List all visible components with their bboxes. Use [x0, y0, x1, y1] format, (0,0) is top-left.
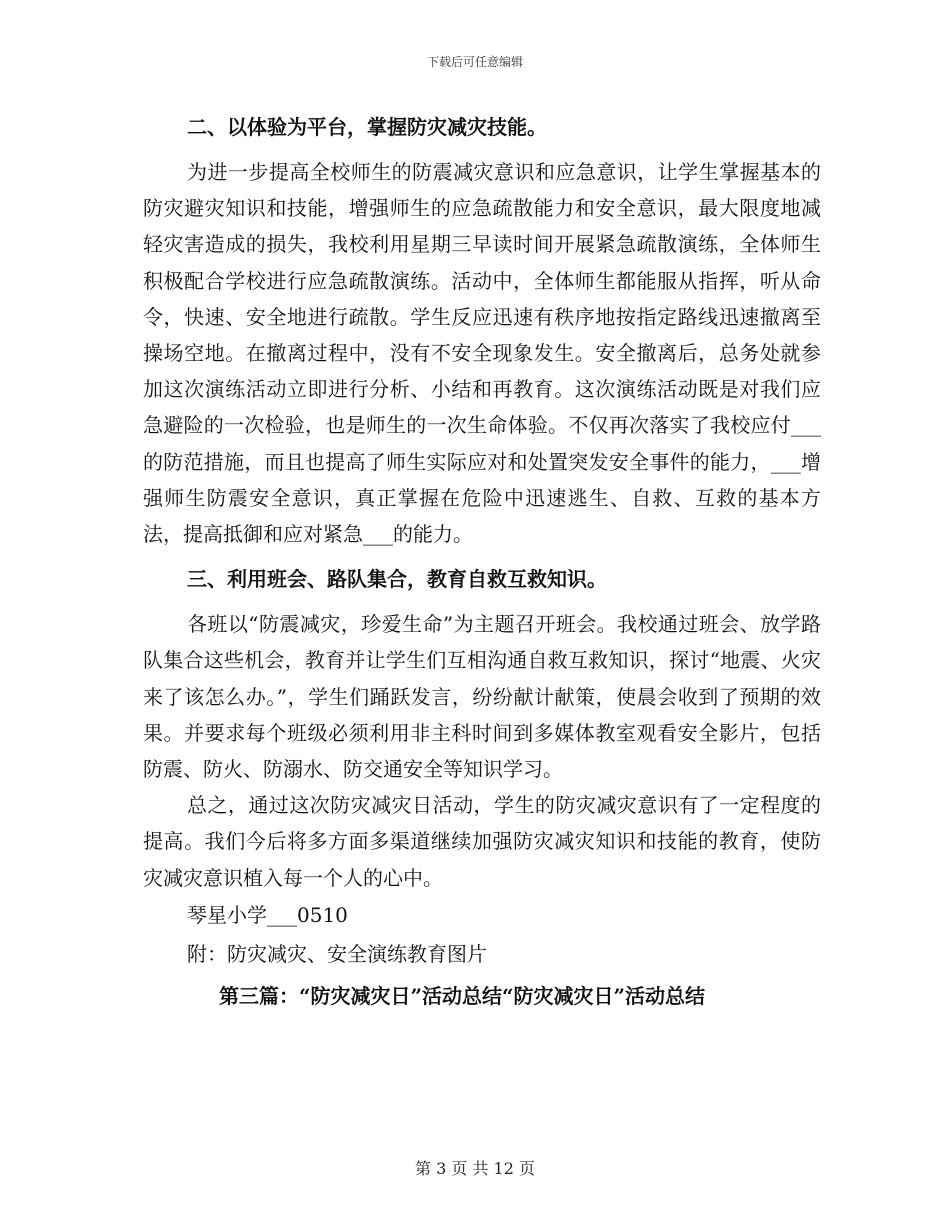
part-three-title: 第三篇：“防灾减灾日”活动总结“防灾减灾日”活动总结	[219, 983, 706, 1008]
section-heading-2: 二、以体验为平台，掌握防灾减灾技能。	[187, 115, 547, 139]
page-footer: 第 3 页 共 12 页	[415, 1159, 535, 1178]
signature-line: 琴星小学___0510	[187, 902, 348, 927]
section-paragraph-2: 为进一步提高全校师生的防震减灾意识和应急意识，让学生掌握基本的防灾避灾知识和技能，增强师生的应急疏散能力和安全意识，最大限度地减轻灾害造成的损失，我校利用星期三早读时间开展紧急疏散演练，全体师生积极配合学校进行应急疏散演练。活动中，全体师生都能服从指挥，听从命令，快速、安全地进行疏散。学生反应迅速有秩序地按指定路线迅速撤离至操场空地。在撤离过程中，没有不安全现象发生。安全撤离后，总务处就参加这次演练活动立即进行分析、小结和再教育。这次演练活动既是对我们应急避险的一次检验，也是师生的一次生命体验。不仅再次落实了我校应付___的防范措施，而且也提高了师生实际应对和处置突发安全事件的能力，___增强师生防震安全意识，真正掌握在危险中迅速逃生、自救、互救的基本方法，提高抵御和应对紧急___的能力。	[143, 160, 821, 547]
page-header: 下载后可任意编辑	[426, 55, 523, 69]
document-body	[143, 100, 821, 1018]
attachment-line: 附：防灾减灾、安全演练教育图片	[187, 941, 487, 966]
section-heading-3: 三、利用班会、路队集合，教育自救互救知识。	[187, 567, 607, 592]
summary-paragraph: 总之，通过这次防灾减灾日活动，学生的防灾减灾意识有了一定程度的提高。我们今后将多方面多渠道继续加强防灾减灾知识和技能的教育，使防灾减灾意识植入每一个人的心中。	[143, 793, 821, 890]
section-paragraph-3: 各班以“防震减灾，珍爱生命”为主题召开班会。我校通过班会、放学路队集合这些机会，教育并让学生们互相沟通自救互救知识，探讨“地震、火灾来了该怎么办。”，学生们踊跃发言，纷纷献计献策，使晨会收到了预期的效果。并要求每个班级必须利用非主科时间到多媒体教室观看安全影片，包括防震、防火、防溺水、防交通安全等知识学习。	[143, 612, 821, 782]
